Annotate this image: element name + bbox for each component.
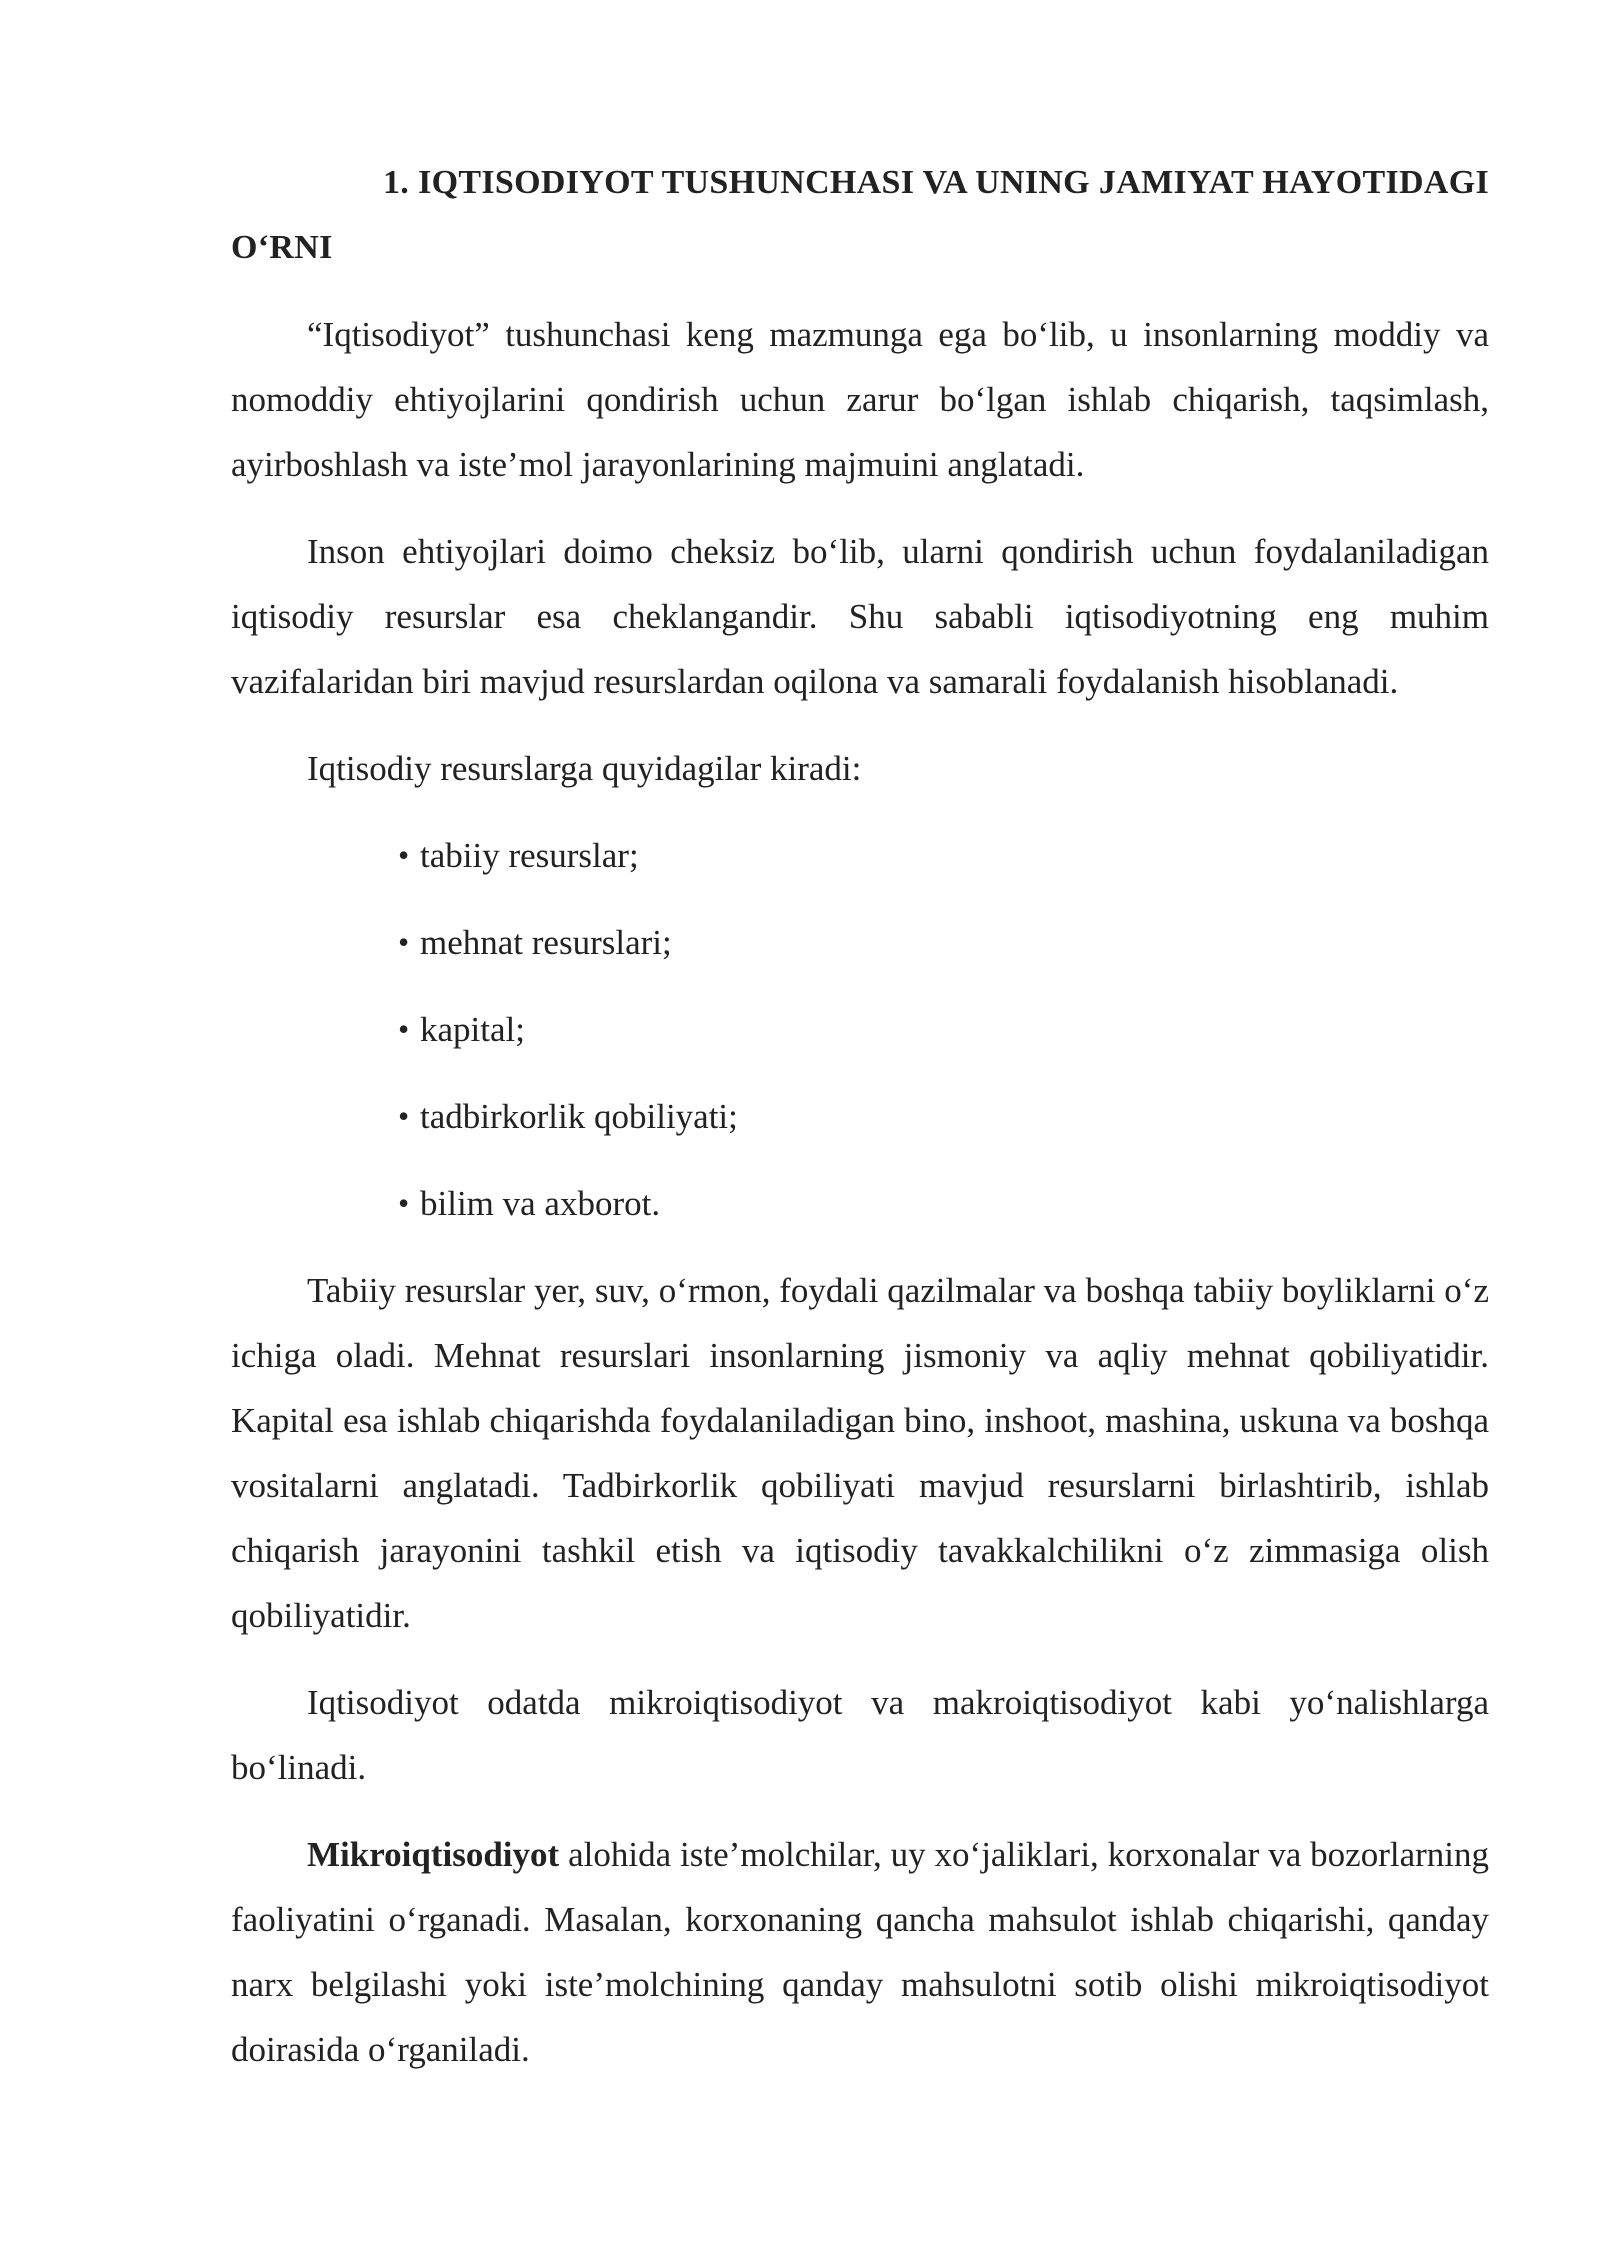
list-item-text: bilim va axborot. — [420, 1184, 661, 1223]
list-item-text: kapital; — [420, 1010, 525, 1049]
list-item-text: tabiiy resurslar; — [420, 836, 639, 875]
section-heading — [231, 150, 1489, 280]
list-item-text: tadbirkorlik qobiliyati; — [420, 1097, 738, 1136]
list-item — [398, 1171, 1489, 1236]
paragraph-needs: Inson ehtiyojlari doimo cheksiz bo‘lib, ularni qondirish uchun foydalaniladigan iqtisodiy resurslar esa cheklangandir. Shu sababli iqtisodiyotning eng muhim vazifalaridan biri mavjud resurslardan oqilona va samarali foydalanish hisoblanadi. — [231, 532, 1489, 701]
bullet-icon: • — [398, 1185, 410, 1221]
list-item — [398, 997, 1489, 1062]
microeconomics-term: Mikroiqtisodiyot — [307, 1835, 560, 1874]
resources-list — [231, 823, 1489, 1236]
list-item — [398, 1084, 1489, 1149]
bullet-icon: • — [398, 837, 410, 873]
document-page — [231, 150, 1489, 2104]
bullet-icon: • — [398, 924, 410, 960]
list-item — [398, 910, 1489, 975]
heading-number: 1. — [383, 164, 410, 201]
list-item-text: mehnat resurslari; — [420, 923, 672, 962]
heading-text: IQTISODIYOT TUSHUNCHASI VA UNING JAMIYAT HAYOTIDAGI O‘RNI — [231, 164, 1489, 266]
list-item — [398, 823, 1489, 888]
paragraph-definition: “Iqtisodiyot” tushunchasi keng mazmunga ega bo‘lib, u insonlarning moddiy va nomoddiy ehtiyojlarini qondirish uchun zarur bo‘lgan ishlab chiqarish, taqsimlash, ayirboshlash va iste’mol jarayonlarining majmuini anglatadi. — [231, 315, 1489, 484]
paragraph-resources-intro: Iqtisodiy resurslarga quyidagilar kiradi: — [307, 749, 862, 788]
paragraph-microeconomics — [231, 1822, 1489, 2082]
bullet-icon: • — [398, 1098, 410, 1134]
microeconomics-text: alohida iste’molchilar, uy xo‘jaliklari, korxonalar va bozorlarning faoliyatini o‘rganadi. Masalan, korxonaning qancha mahsulot ishlab chiqarishi, qanday narx belgilashi yoki iste’molchining qanday mahsulotni sotib olishi mikroiqtisodiyot doirasida o‘rganiladi. — [231, 1835, 1489, 2069]
paragraph-resource-types: Tabiiy resurslar yer, suv, o‘rmon, foydali qazilmalar va boshqa tabiiy boyliklarni o‘z ichiga oladi. Mehnat resurslari insonlarning jismoniy va aqliy mehnat qobiliyatidir. Kapital esa ishlab chiqarishda foydalaniladigan bino, inshoot, mashina, uskuna va boshqa vositalarni anglatadi. Tadbirkorlik qobiliyati mavjud resurslarni birlashtirib, ishlab chiqarish jarayonini tashkil etish va iqtisodiy tavakkalchilikni o‘z zimmasiga olish qobiliyatidir. — [231, 1271, 1489, 1635]
paragraph-branches: Iqtisodiyot odatda mikroiqtisodiyot va makroiqtisodiyot kabi yo‘nalishlarga bo‘linadi. — [231, 1683, 1489, 1787]
bullet-icon: • — [398, 1011, 410, 1047]
